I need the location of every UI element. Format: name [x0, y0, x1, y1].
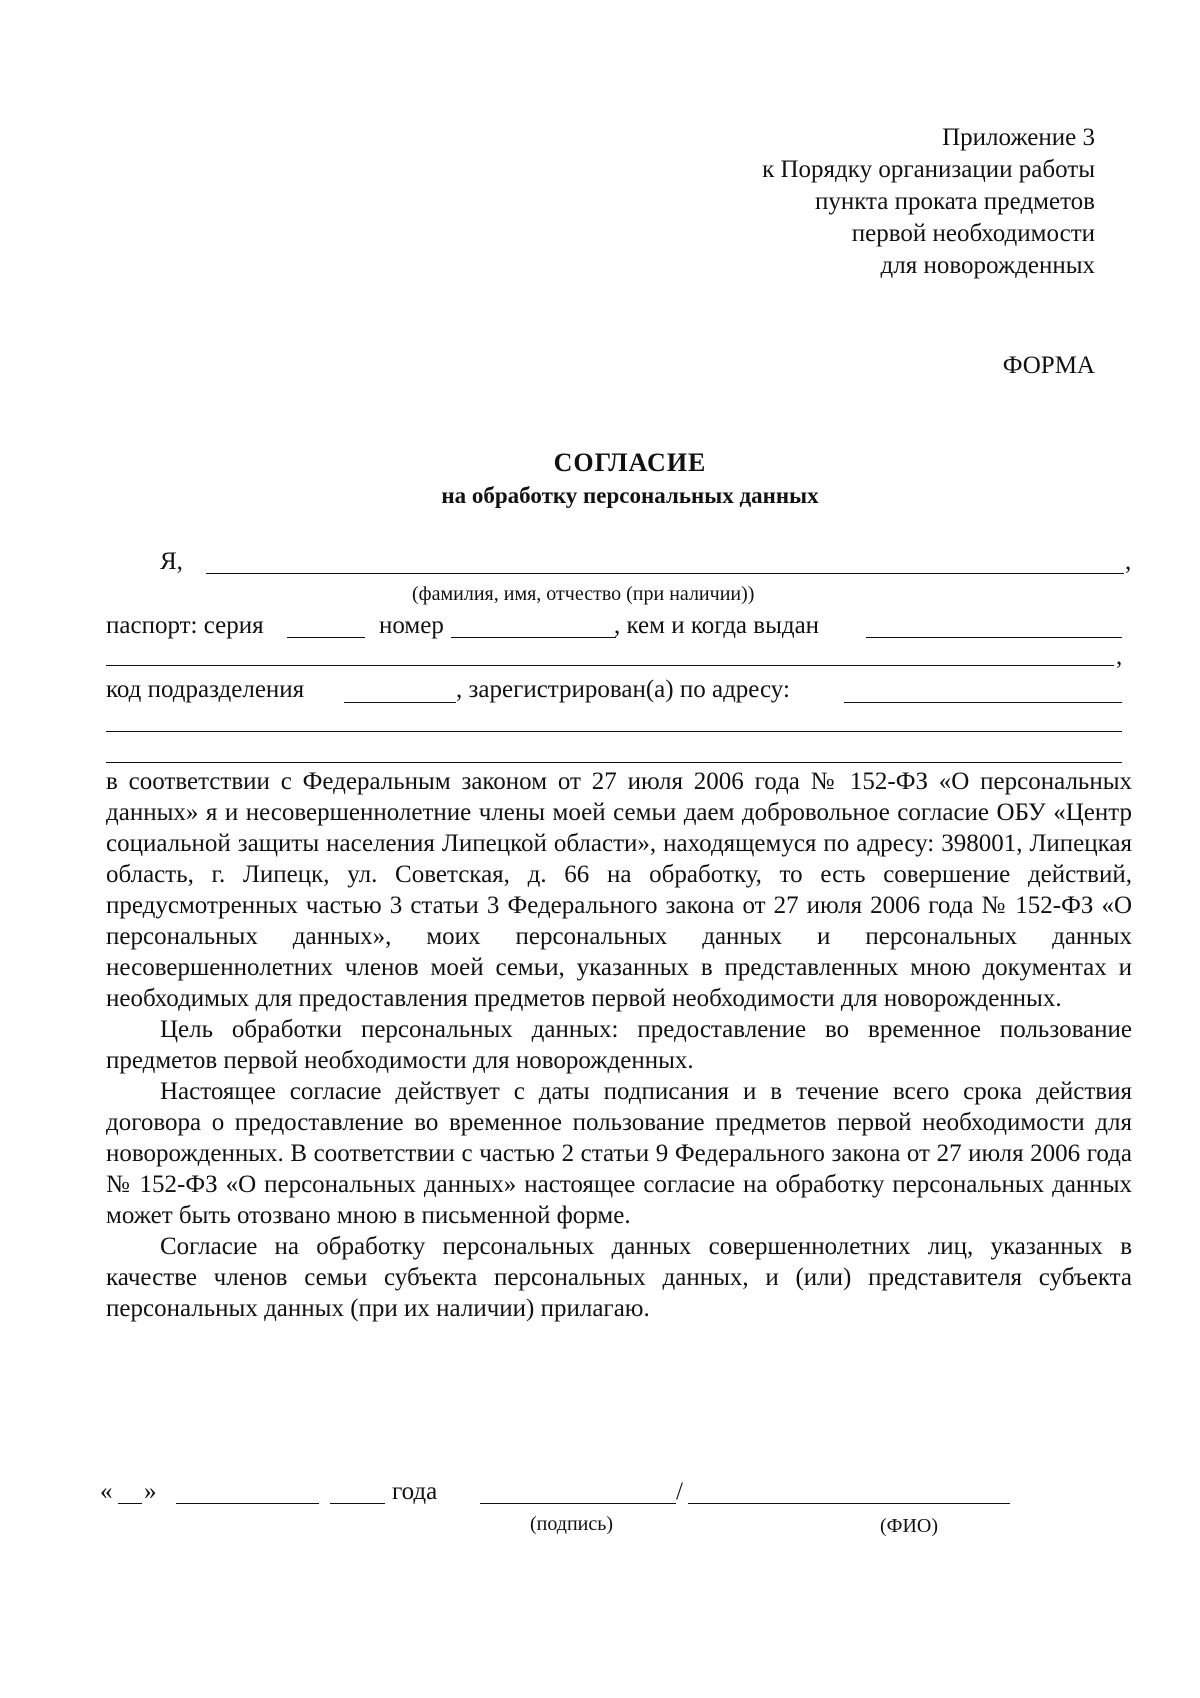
form-label: ФОРМА	[1002, 352, 1095, 379]
dept-code-label: код подразделения	[106, 676, 305, 703]
comma: ,	[1116, 643, 1123, 670]
appendix-line: для новорожденных	[880, 252, 1095, 279]
appendix-header	[762, 122, 1095, 282]
dept-code-field[interactable]	[344, 702, 456, 703]
year-label: года	[392, 1478, 438, 1505]
passport-series-field[interactable]	[287, 637, 365, 638]
validity-paragraph: Настоящее согласие действует с даты подписания и в течение всего срока действия договора о предоставление во временное пользование предметов первой необходимости для новорожденных. В соответствии с частью 2 статьи 9 Федерального закона от 27 июля 2006 года № 152-ФЗ «О персональных данных» настоящее согласие на обработку персональных данных может быть отозвано мною в письменной форме.	[106, 1078, 1132, 1229]
address-field[interactable]	[844, 702, 1122, 703]
issued-by-continuation-field[interactable]	[106, 665, 1114, 666]
fio-field[interactable]	[206, 573, 1124, 574]
purpose-paragraph: Цель обработки персональных данных: предоставление во временное пользование предметов первой необходимости для новорожденных.	[106, 1016, 1132, 1074]
passport-number-field[interactable]	[451, 637, 616, 638]
year-field[interactable]	[330, 1503, 385, 1504]
appendix-line: первой необходимости	[851, 220, 1095, 247]
registered-address-label: , зарегистрирован(а) по адресу:	[456, 676, 790, 703]
appendix-line: пункта проката предметов	[814, 188, 1095, 215]
address-continuation-field[interactable]	[106, 731, 1122, 732]
fio-hint: (фамилия, имя, отчество (при наличии))	[412, 583, 755, 605]
signature-field[interactable]	[480, 1503, 676, 1504]
document-subtitle: на обработку персональных данных	[441, 483, 819, 508]
quote-open: «	[100, 1478, 113, 1505]
consent-body	[106, 766, 1132, 1324]
passport-number-label: номер	[379, 612, 444, 639]
attachment-paragraph: Согласие на обработку персональных данных совершеннолетних лиц, указанных в качестве членов семьи субъекта персональных данных, и (или) представителя субъекта персональных данных (при их наличии) прилагаю.	[106, 1233, 1132, 1322]
appendix-line: Приложение 3	[942, 124, 1095, 151]
issued-by-field[interactable]	[866, 637, 1122, 638]
appendix-line: к Порядку организации работы	[762, 156, 1095, 183]
quote-close: »	[144, 1478, 157, 1505]
ya-label: Я,	[160, 548, 183, 575]
slash: /	[676, 1478, 683, 1505]
signature-hint: (подпись)	[530, 1513, 614, 1535]
comma: ,	[1125, 548, 1132, 575]
document-title: СОГЛАСИЕ	[553, 448, 707, 477]
issued-by-label: , кем и когда выдан	[614, 612, 820, 639]
fio-signature-field[interactable]	[688, 1503, 1010, 1504]
passport-series-label: паспорт: серия	[106, 612, 264, 639]
month-field[interactable]	[176, 1503, 319, 1504]
address-continuation-field[interactable]	[106, 762, 1122, 763]
consent-paragraph: в соответствии с Федеральным законом от 27 июля 2006 года № 152-ФЗ «О персональных данных» я и несовершеннолетние члены моей семьи даем добровольное согласие ОБУ «Центр социальной защиты населения Липецкой области», находящемуся по адресу: 398001, Липецкая область, г. Липецк, ул. Советская, д. 66 на обработку, то есть совершение действий, предусмотренных частью 3 статьи 3 Федерального закона от 27 июля 2006 года № 152-ФЗ «О персональных данных», моих персональных данных и персональных данных несовершеннолетних членов моей семьи, указанных в представленных мною документах и необходимых для предоставления предметов первой необходимости для новорожденных.	[106, 768, 1132, 1012]
day-field[interactable]	[118, 1503, 142, 1504]
fio-hint: (ФИО)	[880, 1515, 939, 1537]
